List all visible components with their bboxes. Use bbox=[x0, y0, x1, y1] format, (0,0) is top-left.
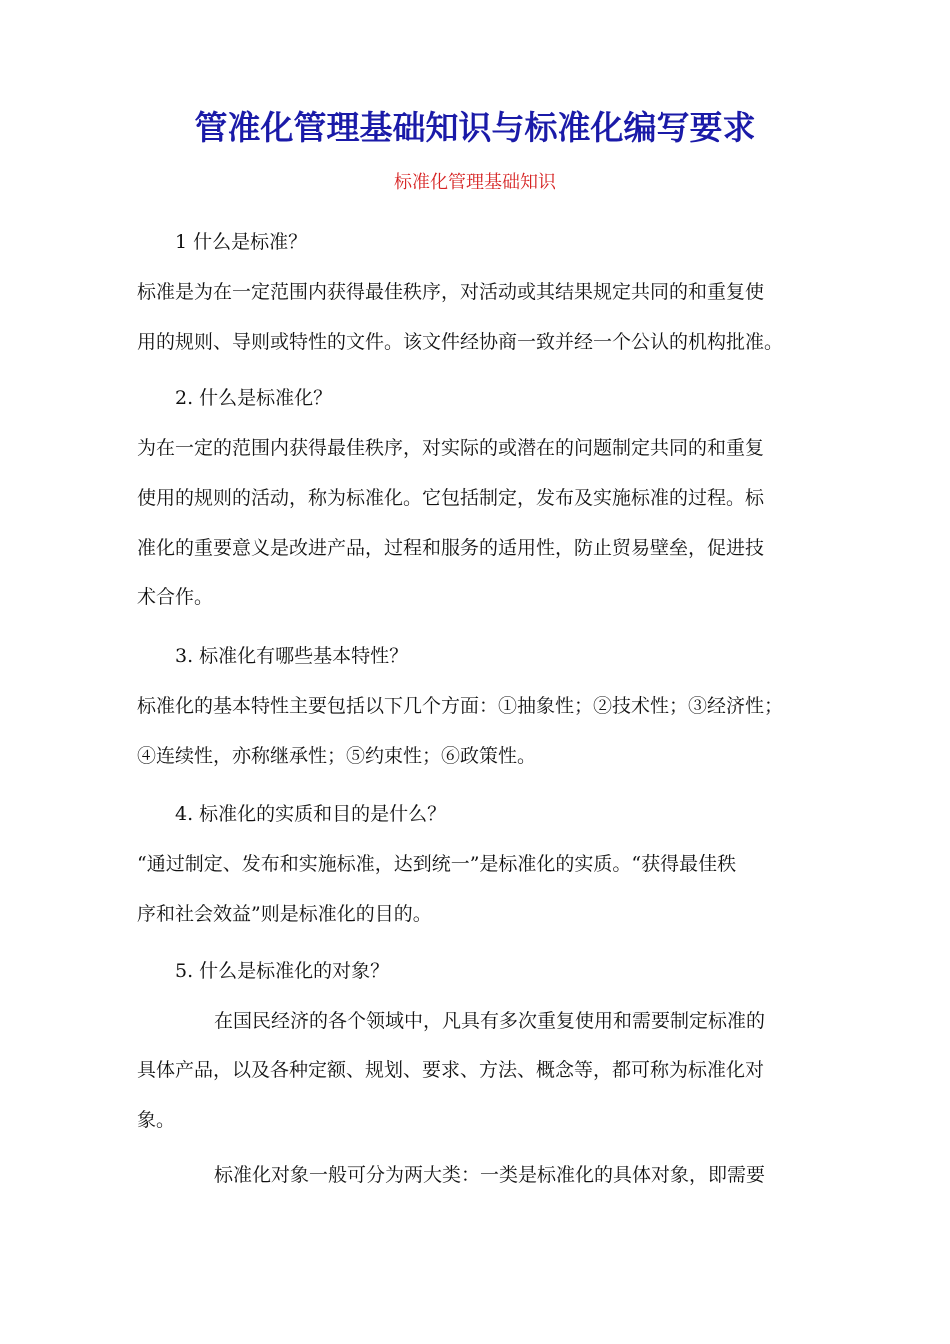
section-3-line-2: ④连续性，亦称继承性；⑤约束性；⑥政策性。 bbox=[137, 745, 537, 767]
section-5-line-2: 具体产品，以及各种定额、规划、要求、方法、概念等，都可称为标准化对 bbox=[137, 1059, 765, 1081]
section-4-question: 4. 标准化的实质和目的是什么？ bbox=[175, 803, 447, 825]
section-1-line-1: 标准是为在一定范围内获得最佳秩序，对活动或其结果规定共同的和重复使 bbox=[137, 281, 765, 303]
section-1-line-2: 用的规则、导则或特性的文件。该文件经协商一致并经一个公认的机构批准。 bbox=[137, 331, 784, 353]
document-title: 管准化管理基础知识与标准化编写要求 bbox=[194, 108, 756, 147]
section-5-line-1: 在国民经济的各个领域中，凡具有多次重复使用和需要制定标准的 bbox=[214, 1010, 766, 1032]
section-5-line-4: 标准化对象一般可分为两大类：一类是标准化的具体对象，即需要 bbox=[214, 1164, 766, 1186]
section-3-line-1: 标准化的基本特性主要包括以下几个方面：①抽象性；②技术性；③经济性； bbox=[137, 695, 784, 717]
section-5-question: 5. 什么是标准化的对象？ bbox=[175, 960, 390, 982]
section-1-question: 1 什么是标准？ bbox=[175, 231, 308, 253]
section-5-line-3: 象。 bbox=[137, 1109, 176, 1131]
section-4-line-2: 序和社会效益”则是标准化的目的。 bbox=[137, 903, 432, 925]
section-2-line-3: 准化的重要意义是改进产品，过程和服务的适用性，防止贸易壁垒，促进技 bbox=[137, 537, 765, 559]
section-2-line-4: 术合作。 bbox=[137, 586, 214, 608]
section-3-question: 3. 标准化有哪些基本特性？ bbox=[175, 645, 409, 667]
section-2-question: 2. 什么是标准化？ bbox=[175, 387, 333, 409]
section-2-line-1: 为在一定的范围内获得最佳秩序，对实际的或潜在的问题制定共同的和重复 bbox=[137, 437, 765, 459]
section-2-line-2: 使用的规则的活动，称为标准化。它包括制定，发布及实施标准的过程。标 bbox=[137, 487, 765, 509]
document-subtitle: 标准化管理基础知识 bbox=[394, 172, 556, 193]
section-4-line-1: “通过制定、发布和实施标准，达到统一”是标准化的实质。“获得最佳秩 bbox=[137, 853, 737, 875]
